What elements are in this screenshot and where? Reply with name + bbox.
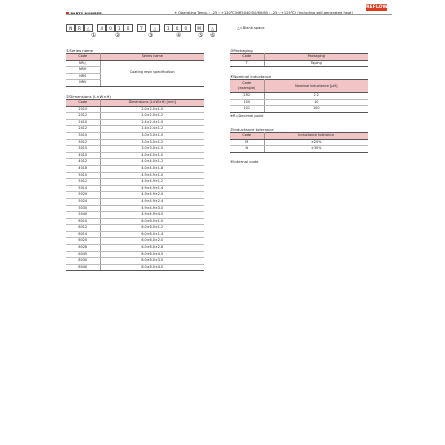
table-row (66, 60, 204, 67)
dimensions-code: 8030 (66, 258, 100, 265)
tolerance-value: ±20% (264, 139, 368, 146)
dimensions-code: 5020 (66, 192, 100, 199)
inductance-value-header: Nominal inductance [μH] (264, 80, 368, 93)
marker-1: ① (91, 32, 97, 39)
dimensions-value: 4.9×4.9×1.2 (100, 179, 204, 186)
tolerance-table (230, 132, 368, 153)
dimensions-value: 2.0×2.0×1.2 (100, 113, 204, 120)
inductance-code: 2R2 (230, 93, 264, 100)
marker-2: ② (115, 32, 121, 39)
table-row (66, 238, 204, 245)
table-row (66, 172, 204, 179)
tolerance-title: ⑤Inductance tolerance (230, 127, 274, 132)
table-row (66, 258, 204, 265)
reflow-badge: REFLOW (366, 5, 388, 10)
series-name-title: ①Series name (66, 48, 94, 53)
packaging-code-header: Code (230, 54, 264, 61)
dimensions-code: 2410 (66, 119, 100, 126)
inductance-table (230, 79, 368, 113)
inductance-code: 101 (230, 106, 264, 113)
series-code: NR△ (66, 60, 100, 67)
dimensions-value: 3.0×3.0×1.5 (100, 146, 204, 153)
table-row (66, 218, 204, 225)
dimensions-value: 2.0×2.0×1.0 (100, 106, 204, 113)
table-row (66, 165, 204, 172)
part-number-char: △ (84, 24, 93, 32)
dimensions-code: 3012 (66, 139, 100, 146)
blank-space-note: △=Blank space (237, 26, 265, 30)
dimensions-code: 4010 (66, 152, 100, 159)
packaging-code: T (230, 60, 264, 67)
dimensions-code: 5024 (66, 198, 100, 205)
tolerance-code-header: Code (230, 133, 264, 140)
dimensions-value: 4.0×4.0×1.8 (100, 165, 204, 172)
table-row (66, 212, 204, 219)
dimensions-value: 6.0×6.0×2.0 (100, 238, 204, 245)
dimensions-value: 2.4×2.4×1.0 (100, 119, 204, 126)
part-number-char: T (137, 24, 146, 32)
part-number-char: N (66, 24, 75, 32)
table-row (230, 93, 368, 100)
dimensions-value: 6.0×6.0×1.2 (100, 225, 204, 232)
part-number-char: M (195, 24, 204, 32)
series-code: NRV (66, 80, 100, 87)
dimensions-code: 2012 (66, 113, 100, 120)
dimensions-value: 8.0×8.0×4.0 (100, 264, 204, 271)
dimensions-code: 3010 (66, 132, 100, 139)
dimensions-code: 4012 (66, 159, 100, 166)
table-row (230, 146, 368, 153)
dimensions-value: 6.0×6.0×4.5 (100, 251, 204, 258)
dimensions-value: 6.0×6.0×1.4 (100, 231, 204, 238)
marker-3: ③ (148, 32, 154, 39)
dimensions-value: 4.0×4.0×1.2 (100, 159, 204, 166)
table-row (66, 245, 204, 252)
dimensions-code: 2412 (66, 126, 100, 133)
table-row (66, 159, 204, 166)
dimensions-value: 4.0×4.0×1.0 (100, 152, 204, 159)
dimensions-value: 3.0×3.0×1.2 (100, 139, 204, 146)
tolerance-code: M (230, 139, 264, 146)
dimensions-value: 6.0×6.0×1.0 (100, 218, 204, 225)
table-row (66, 192, 204, 199)
dimensions-value: 4.9×4.9×1.0 (100, 172, 204, 179)
dimensions-value: 2.4×2.4×1.2 (100, 126, 204, 133)
dimensions-value: 4.9×4.9×4.0 (100, 212, 204, 219)
dimensions-code: 6010 (66, 218, 100, 225)
dimensions-code: 6020 (66, 238, 100, 245)
dimensions-value: 6.0×6.0×2.8 (100, 245, 204, 252)
packaging-name-header: Packaging (264, 54, 368, 61)
table-row (66, 264, 204, 271)
table-row (66, 106, 204, 113)
marker-6: ⑥ (210, 32, 216, 39)
dimensions-code: 6045 (66, 251, 100, 258)
dimensions-value: 8.0×8.0×3.0 (100, 258, 204, 265)
dimensions-code: 5030 (66, 205, 100, 212)
table-row (66, 185, 204, 192)
part-number-char: 0 (123, 24, 132, 32)
dimensions-code: 6028 (66, 245, 100, 252)
series-description: Coating resin specification (100, 60, 204, 86)
dimensions-table (66, 99, 204, 271)
table-row (66, 132, 204, 139)
table-row (230, 99, 368, 106)
dimensions-value: 3.0×3.0×1.0 (100, 132, 204, 139)
series-code: NRH (66, 67, 100, 74)
part-number-char: 1 (164, 24, 173, 32)
inductance-code: 100 (230, 99, 264, 106)
dimensions-code: 6012 (66, 225, 100, 232)
dimensions-value: 4.9×4.9×2.4 (100, 198, 204, 205)
table-row (66, 225, 204, 232)
series-name-table (66, 53, 204, 87)
inductance-value: 2.2 (264, 93, 368, 100)
dimensions-code: 5010 (66, 172, 100, 179)
part-number-boxes (66, 24, 217, 32)
table-row (66, 146, 204, 153)
part-number-char: 1 (115, 24, 124, 32)
marker-5: ⑤ (198, 32, 204, 39)
series-name-header: Series name (100, 54, 204, 61)
table-row (66, 251, 204, 258)
packaging-name: Taping (264, 60, 368, 67)
table-row (66, 113, 204, 120)
table-row (230, 106, 368, 113)
part-number-char: △ (208, 24, 217, 32)
part-number-char: 0 (181, 24, 190, 32)
part-number-char: 4 (97, 24, 106, 32)
inductance-value: 100 (264, 106, 368, 113)
decimal-point-note: ※R=Decimal point (230, 114, 264, 118)
inductance-value: 10 (264, 99, 368, 106)
dimensions-code: 8040 (66, 264, 100, 271)
dimensions-code: 3015 (66, 146, 100, 153)
tolerance-code: N (230, 146, 264, 153)
series-code: NRS (66, 73, 100, 80)
dimensions-value: 4.9×4.9×2.0 (100, 192, 204, 199)
tolerance-value: ±30% (264, 146, 368, 153)
dimensions-title: ②Dimensions (L×W×H) (66, 94, 111, 99)
dimensions-code: 4018 (66, 165, 100, 172)
internal-code-title: ⑥Internal code (230, 159, 259, 164)
table-row (66, 205, 204, 212)
table-row (66, 179, 204, 186)
parts-number-label: PARTS NUMBER (70, 12, 102, 16)
part-number-char: R (75, 24, 84, 32)
table-row (66, 139, 204, 146)
dimensions-code: 5012 (66, 179, 100, 186)
marker-4: ④ (176, 32, 182, 39)
table-row (66, 231, 204, 238)
dimensions-code: 2010 (66, 106, 100, 113)
part-number-char: 0 (172, 24, 181, 32)
inductance-title: ④Nominal inductance (230, 74, 272, 79)
dimensions-code: 5014 (66, 185, 100, 192)
table-row (66, 152, 204, 159)
table-row (230, 139, 368, 146)
dimensions-value: 4.9×4.9×3.0 (100, 205, 204, 212)
part-number-char: △ (150, 24, 159, 32)
table-row (66, 126, 204, 133)
tolerance-value-header: Inductance tolerance (264, 133, 368, 140)
dimensions-code: 5040 (66, 212, 100, 219)
packaging-table (230, 53, 368, 67)
table-row (230, 60, 368, 67)
inductance-code-header: Code (example) (230, 80, 264, 93)
part-number-char: 0 (106, 24, 115, 32)
dimensions-code: 6014 (66, 231, 100, 238)
operating-temp-note: ✳ Operating Temp. : -25〜+120℃(NR5040/50/60/80 : -25〜+125℃) (Including self-generated heat) (174, 11, 353, 15)
dimensions-code-header: Code (66, 100, 100, 107)
series-code-header: Code (66, 54, 100, 61)
dimensions-value: 4.9×4.9×1.4 (100, 185, 204, 192)
table-row (66, 119, 204, 126)
dimensions-value-header: Dimensions (L×W×H) [mm] (100, 100, 204, 107)
packaging-title: ③Packaging (230, 48, 253, 53)
table-row (66, 198, 204, 205)
